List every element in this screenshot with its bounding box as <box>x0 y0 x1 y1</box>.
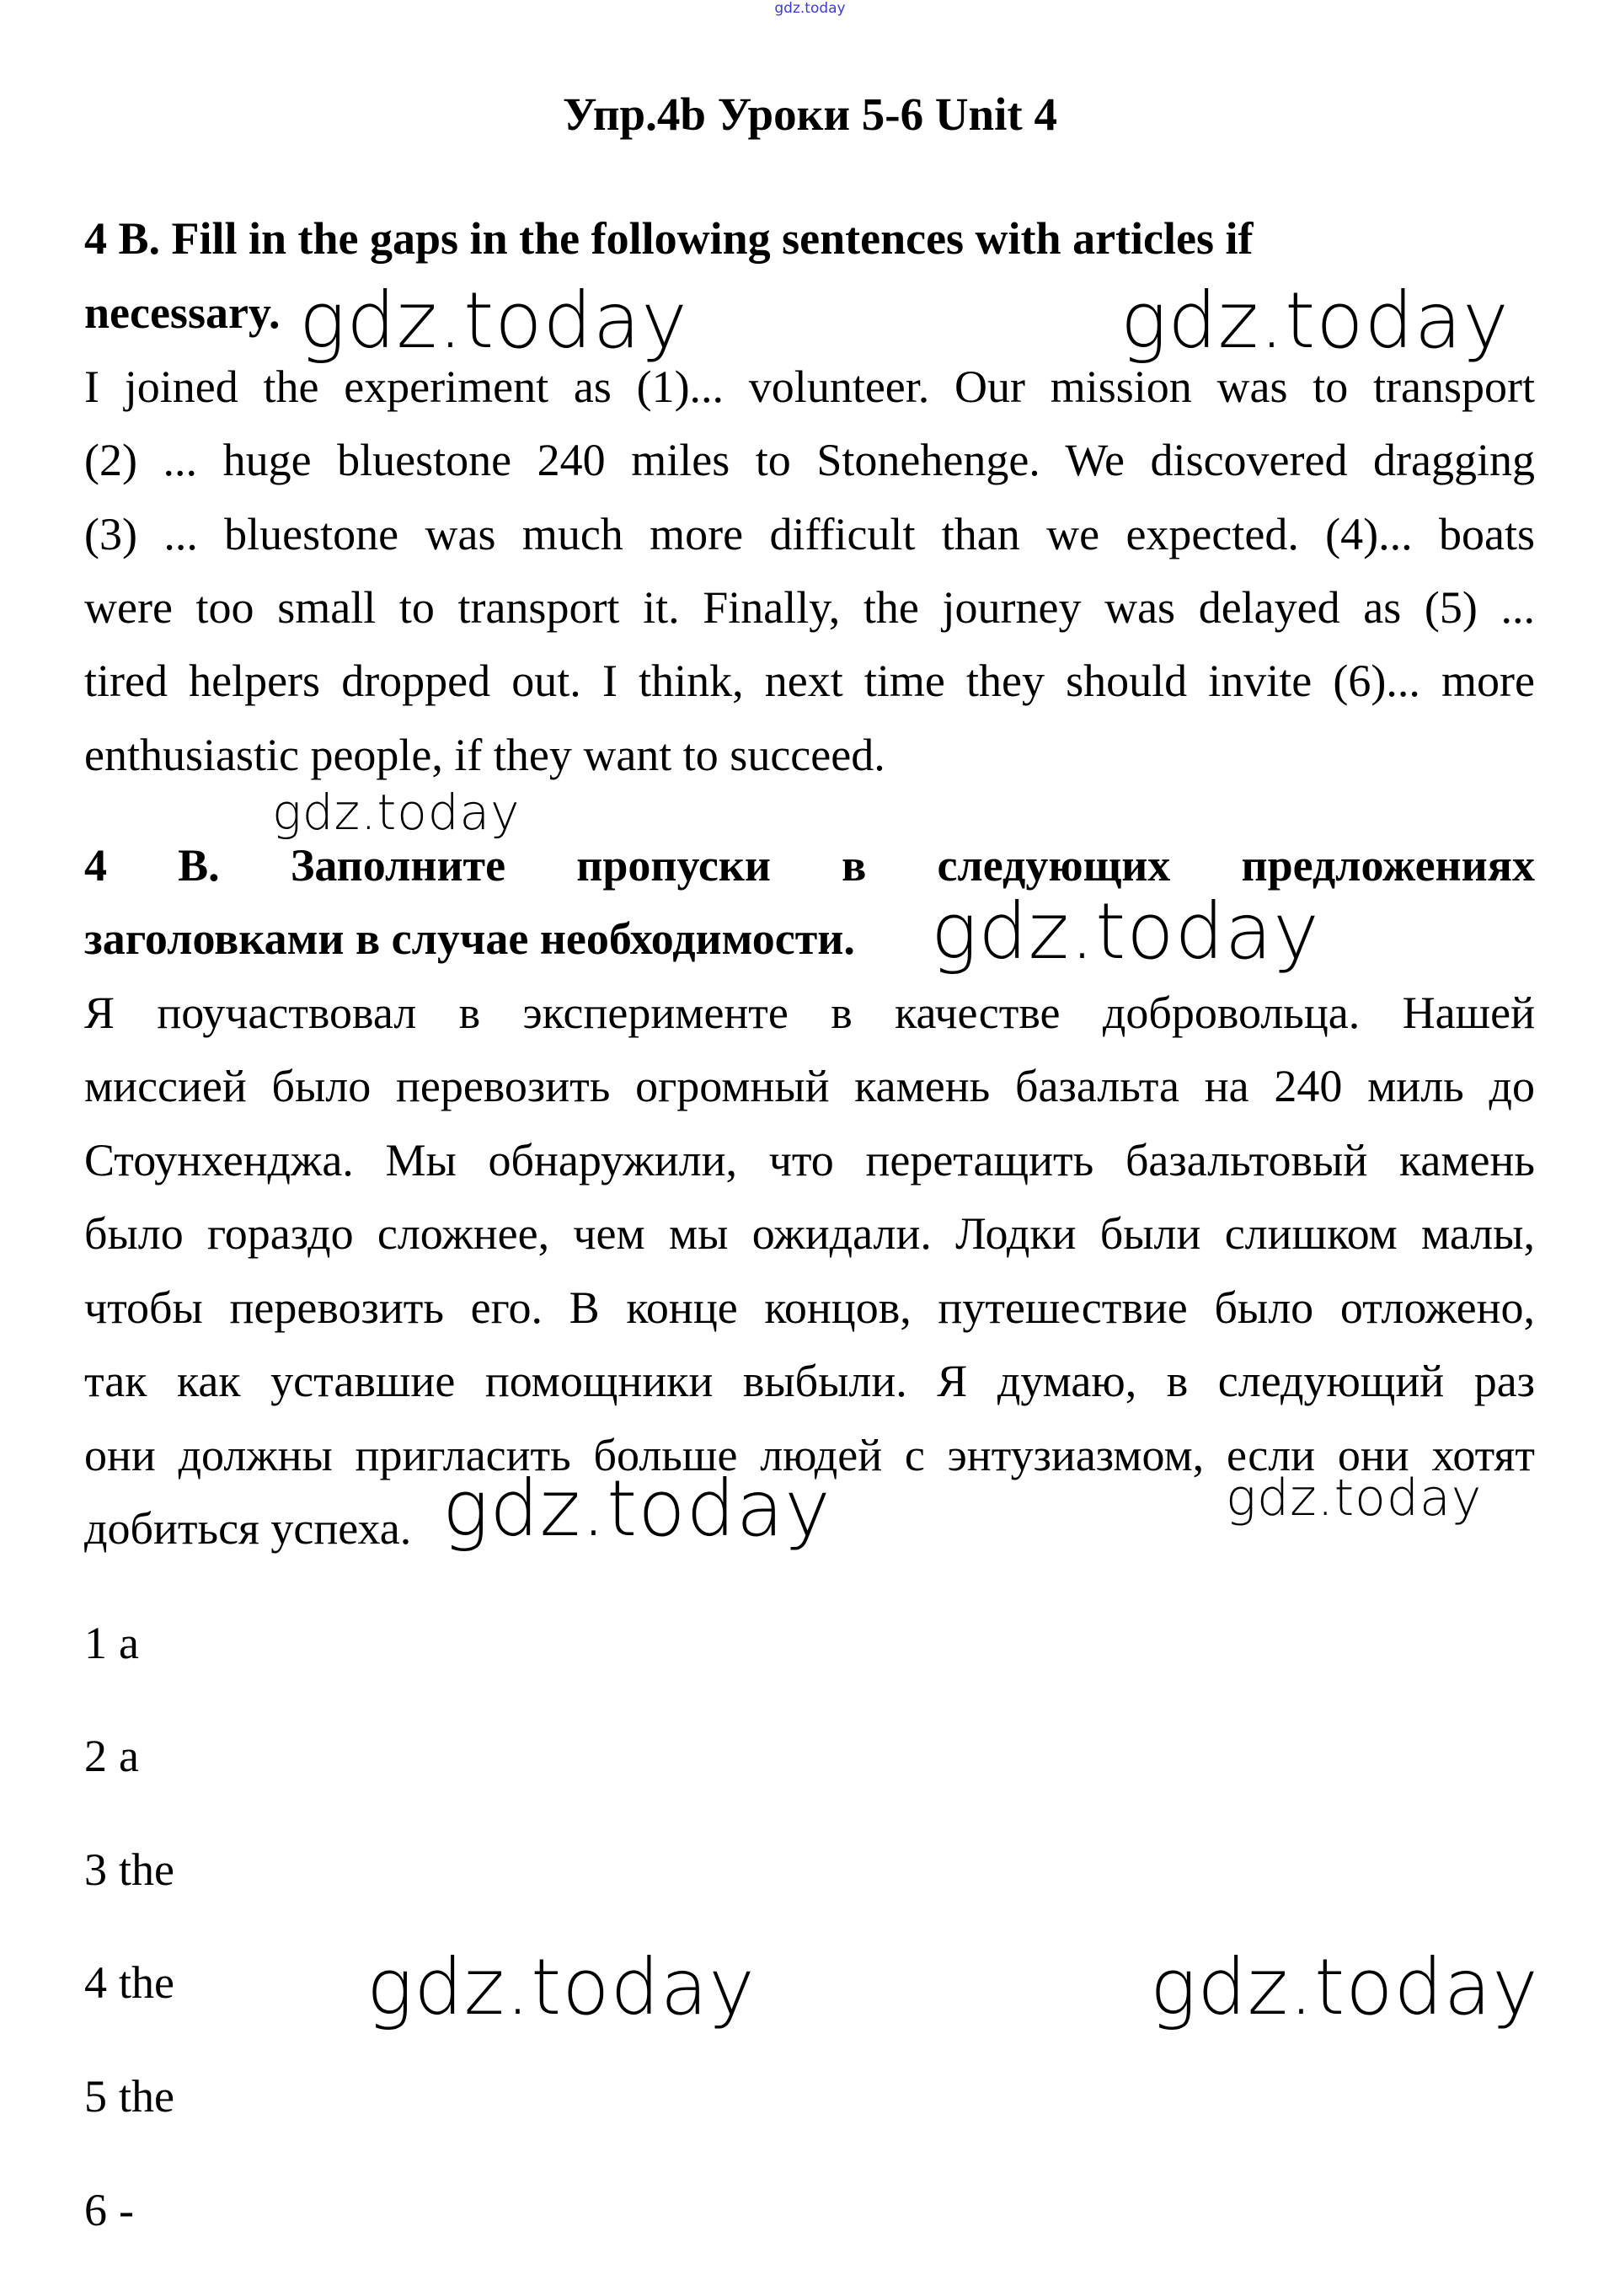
answer-item <box>84 1956 174 2009</box>
site-watermark-top: gdz.today <box>774 0 846 17</box>
answer-value: a <box>119 1731 139 1781</box>
exercise-heading-ru-line-1: 4 B. Заполните пропуски в следующих предложениях <box>84 840 1535 891</box>
answer-value: a <box>119 1618 139 1668</box>
answer-item <box>84 2070 174 2122</box>
watermark: gdz.today <box>272 784 521 841</box>
page-title: Упр.4b Уроки 5-6 Unit 4 <box>562 88 1057 140</box>
watermark: gdz.today <box>442 1464 831 1554</box>
exercise-text-en-line-4: were too small to transport it. Finally, the journey was delayed as (5) ... <box>84 582 1535 633</box>
answer-number: 1 <box>84 1618 107 1668</box>
watermark: gdz.today <box>366 1942 756 2032</box>
watermark: gdz.today <box>1120 276 1510 366</box>
exercise-text-en-line-6: enthusiastic people, if they want to succeed. <box>84 730 885 780</box>
answer-item <box>84 1844 174 1896</box>
answer-value: the <box>119 1844 174 1895</box>
translation-line-4: было гораздо сложнее, чем мы ожидали. Лодки были слишком малы, <box>84 1208 1535 1259</box>
exercise-text-en-line-3: (3) ... bluestone was much more difficult than we expected. (4)... boats <box>84 509 1535 559</box>
translation-line-6: так как уставшие помощники выбыли. Я думаю, в следующий раз <box>84 1356 1535 1406</box>
answer-item <box>84 2184 134 2236</box>
answer-item <box>84 1730 139 1782</box>
exercise-heading-en-line-2: necessary. <box>84 287 281 338</box>
exercise-text-en-line-2: (2) ... huge bluestone 240 miles to Stonehenge. We discovered dragging <box>84 435 1535 485</box>
answer-value: - <box>119 2185 134 2235</box>
answer-value: the <box>119 1957 174 2008</box>
exercise-text-en-line-1: I joined the experiment as (1)... volunteer. Our mission was to transport <box>84 361 1535 412</box>
exercise-text-en-line-5: tired helpers dropped out. I think, next time they should invite (6)... more <box>84 656 1535 706</box>
watermark: gdz.today <box>1226 1469 1483 1528</box>
answer-number: 3 <box>84 1844 107 1895</box>
answer-number: 5 <box>84 2071 107 2122</box>
watermark: gdz.today <box>299 276 688 366</box>
translation-line-5: чтобы перевозить его. В конце концов, путешествие было отложено, <box>84 1282 1535 1333</box>
answer-number: 2 <box>84 1731 107 1781</box>
answer-number: 6 <box>84 2185 107 2235</box>
answer-item <box>84 1617 139 1669</box>
watermark: gdz.today <box>1150 1942 1539 2032</box>
exercise-heading-ru-line-2: заголовками в случае необходимости. <box>84 913 855 964</box>
translation-line-1: Я поучаствовал в эксперименте в качестве добровольца. Нашей <box>84 987 1535 1038</box>
answer-value: the <box>119 2071 174 2122</box>
translation-line-2: миссией было перевозить огромный камень базальта на 240 миль до <box>84 1061 1535 1111</box>
exercise-heading-en-line-1: 4 B. Fill in the gaps in the following sentences with articles if <box>84 213 1254 264</box>
answer-number: 4 <box>84 1957 107 2008</box>
translation-line-7: они должны пригласить больше людей с энтузиазмом, если они хотят <box>84 1430 1535 1480</box>
watermark: gdz.today <box>931 886 1320 977</box>
translation-line-3: Стоунхенджа. Мы обнаружили, что перетащить базальтовый камень <box>84 1135 1535 1185</box>
translation-line-8: добиться успеха. <box>84 1503 412 1554</box>
